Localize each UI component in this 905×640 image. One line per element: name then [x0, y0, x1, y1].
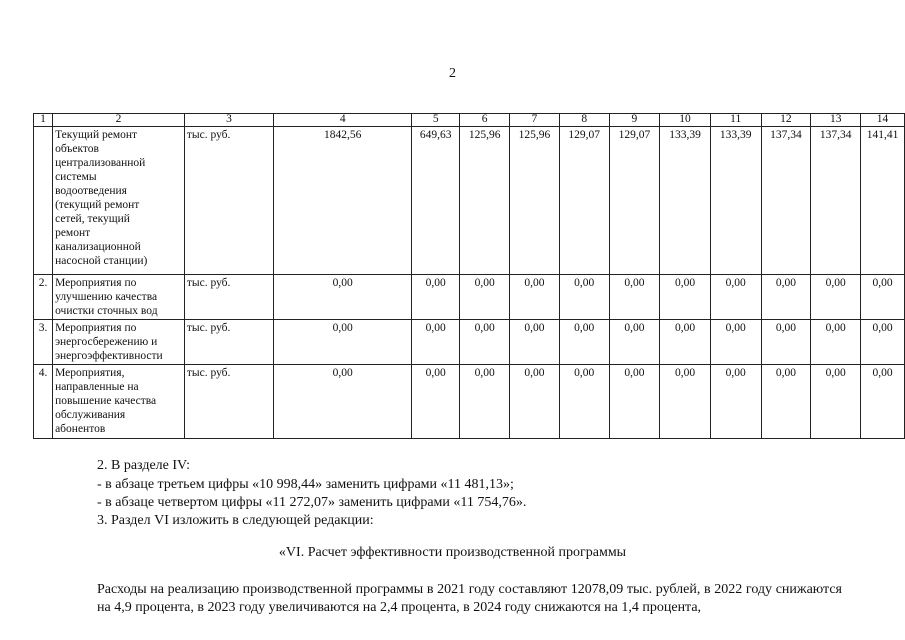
value-cell: 0,00: [710, 320, 761, 365]
value-cell: 0,00: [510, 365, 560, 439]
value-cell: 0,00: [609, 320, 660, 365]
column-header: 9: [609, 114, 660, 127]
value-cell: 0,00: [510, 275, 560, 320]
value-cell: 0,00: [811, 365, 861, 439]
amendment-paragraph-3: - в абзаце третьем цифры «10 998,44» заменить цифрами «11 481,13»;: [97, 477, 514, 492]
value-cell: 129,07: [609, 127, 660, 275]
row-number: [34, 127, 53, 275]
value-cell: 0,00: [274, 320, 412, 365]
page-number: 2: [449, 66, 456, 81]
value-cell: 0,00: [660, 275, 711, 320]
value-cell: 0,00: [761, 320, 811, 365]
column-header: 12: [761, 114, 811, 127]
value-cell: 0,00: [559, 275, 609, 320]
value-cell: 0,00: [660, 365, 711, 439]
column-header: 13: [811, 114, 861, 127]
value-cell: 649,63: [412, 127, 460, 275]
value-cell: 0,00: [761, 365, 811, 439]
value-cell: 0,00: [660, 320, 711, 365]
value-cell: 137,34: [761, 127, 811, 275]
efficiency-paragraph: Расходы на реализацию производственной программы в 2021 году составляют 12078,09 тыс. рублей, в 2022 году снижаются на 4,9 процента, в 2023 году увеличиваются на 2,4 процента, в 2024 году снижаются на 1,4 процента,: [97, 582, 842, 615]
value-cell: 133,39: [710, 127, 761, 275]
row-number: 2.: [34, 275, 53, 320]
value-cell: 125,96: [510, 127, 560, 275]
value-cell: 137,34: [811, 127, 861, 275]
column-header: 5: [412, 114, 460, 127]
value-cell: 0,00: [609, 275, 660, 320]
unit-cell: тыс. руб.: [184, 320, 273, 365]
value-cell: 0,00: [811, 275, 861, 320]
table-row: [34, 320, 905, 365]
table-row: [34, 275, 905, 320]
column-header: 7: [510, 114, 560, 127]
program-table: [33, 113, 905, 439]
table-header-row: [34, 114, 905, 127]
column-header: 2: [53, 114, 185, 127]
value-cell: 0,00: [412, 275, 460, 320]
value-cell: 0,00: [274, 275, 412, 320]
measure-name: Мероприятия, направленные на повышение качества обслуживания абонентов: [53, 365, 185, 439]
section-iv-intro: 2. В разделе IV:: [97, 458, 190, 473]
section-vi-intro: 3. Раздел VI изложить в следующей редакции:: [97, 513, 374, 528]
value-cell: 0,00: [761, 275, 811, 320]
table-row: [34, 365, 905, 439]
measure-name: Мероприятия по улучшению качества очистки сточных вод: [53, 275, 185, 320]
measure-name: Мероприятия по энергосбережению и энергоэффективности: [53, 320, 185, 365]
value-cell: 0,00: [510, 320, 560, 365]
value-cell: 141,41: [861, 127, 905, 275]
unit-cell: тыс. руб.: [184, 365, 273, 439]
value-cell: 0,00: [559, 320, 609, 365]
column-header: 6: [460, 114, 510, 127]
column-header: 8: [559, 114, 609, 127]
column-header: 4: [274, 114, 412, 127]
column-header: 10: [660, 114, 711, 127]
amendment-paragraph-4: - в абзаце четвертом цифры «11 272,07» заменить цифрами «11 754,76».: [97, 495, 527, 510]
column-header: 3: [184, 114, 273, 127]
value-cell: 125,96: [460, 127, 510, 275]
value-cell: 0,00: [861, 365, 905, 439]
value-cell: 0,00: [460, 275, 510, 320]
column-header: 1: [34, 114, 53, 127]
value-cell: 129,07: [559, 127, 609, 275]
value-cell: 0,00: [559, 365, 609, 439]
value-cell: 0,00: [412, 320, 460, 365]
column-header: 14: [861, 114, 905, 127]
section-vi-heading: «VI. Расчет эффективности производственной программы: [278, 545, 627, 560]
column-header: 11: [710, 114, 761, 127]
value-cell: 133,39: [660, 127, 711, 275]
value-cell: 0,00: [274, 365, 412, 439]
value-cell: 0,00: [811, 320, 861, 365]
measure-name: Текущий ремонт объектов централизованной системы водоотведения (текущий ремонт сетей, текущий ремонт канализационной насосной станции): [53, 127, 185, 275]
value-cell: 0,00: [460, 365, 510, 439]
row-number: 3.: [34, 320, 53, 365]
table-row: [34, 127, 905, 275]
value-cell: 0,00: [861, 320, 905, 365]
value-cell: 0,00: [412, 365, 460, 439]
unit-cell: тыс. руб.: [184, 275, 273, 320]
value-cell: 0,00: [710, 275, 761, 320]
value-cell: 0,00: [609, 365, 660, 439]
value-cell: 0,00: [861, 275, 905, 320]
row-number: 4.: [34, 365, 53, 439]
value-cell: 0,00: [710, 365, 761, 439]
value-cell: 0,00: [460, 320, 510, 365]
value-cell: 1842,56: [274, 127, 412, 275]
unit-cell: тыс. руб.: [184, 127, 273, 275]
